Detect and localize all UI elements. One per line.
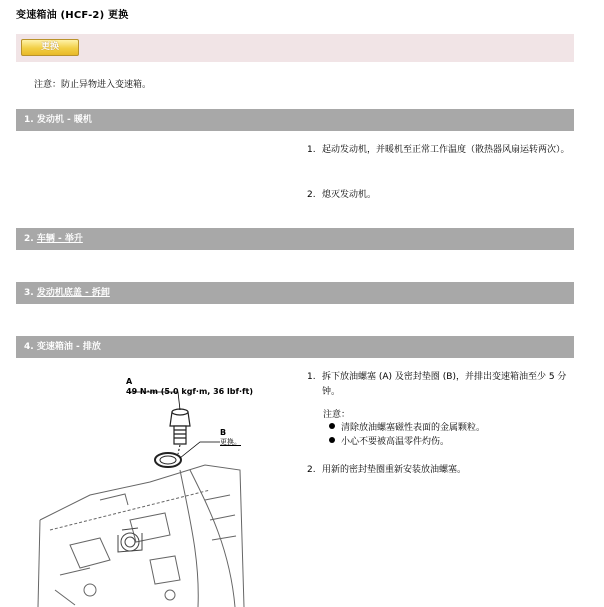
section-label: 发动机 - 暖机 xyxy=(36,115,92,125)
section-number: 4. xyxy=(24,342,34,352)
section-number: 2. xyxy=(24,234,34,244)
section-header-engine-warmup xyxy=(16,109,574,131)
section-number: 1. xyxy=(24,115,34,125)
drain-plug-diagram xyxy=(30,370,260,607)
step-stop-engine xyxy=(307,188,575,203)
section-header-engine-undercover[interactable] xyxy=(16,282,574,304)
step-text: 用新的密封垫圈重新安装放油螺塞。 xyxy=(322,465,467,475)
step-reinstall-drain-plug xyxy=(307,463,575,478)
bullet-text: 小心不要被高温零件灼伤。 xyxy=(341,437,450,447)
section-label: 变速箱油 - 排放 xyxy=(36,342,101,352)
step-number: 1. xyxy=(307,145,316,155)
step-start-engine xyxy=(307,143,575,158)
section-header-vehicle-lift[interactable] xyxy=(16,228,574,250)
section-link[interactable]: 车辆 - 举升 xyxy=(36,234,83,244)
replace-header-bar xyxy=(16,34,574,62)
step-number: 2. xyxy=(307,190,316,200)
step-number: 2. xyxy=(307,465,316,475)
figure-label-b: B xyxy=(220,428,227,437)
bullet-item xyxy=(329,421,485,436)
sub-note-label: 注意： xyxy=(323,410,351,420)
step-remove-drain-plug xyxy=(307,370,575,400)
section-number: 3. xyxy=(24,288,34,298)
replace-button[interactable]: 更换 xyxy=(21,39,79,56)
step-text: 起动发动机，并暖机至正常工作温度（散热器风扇运转两次）。 xyxy=(322,145,570,155)
section-header-drain-fluid xyxy=(16,336,574,358)
bullet-item xyxy=(329,435,449,450)
figure-label-b-note: 更换。 xyxy=(220,438,241,446)
page-title: 变速箱油 (HCF-2) 更换 xyxy=(16,10,129,21)
step-number: 1. xyxy=(307,372,316,382)
section-link[interactable]: 发动机底盖 - 拆卸 xyxy=(36,288,110,298)
step-text: 熄灭发动机。 xyxy=(322,190,377,200)
caution-note: 注意：防止异物进入变速箱。 xyxy=(34,80,152,90)
bullet-icon xyxy=(329,423,335,429)
drain-plug-illustration xyxy=(30,370,260,607)
figure-torque-spec: 49 N·m (5.0 kgf·m, 36 lbf·ft) xyxy=(126,387,253,396)
figure-label-a: A xyxy=(126,377,133,386)
bullet-icon xyxy=(329,437,335,443)
bullet-text: 清除放油螺塞磁性表面的金属颗粒。 xyxy=(341,423,486,433)
step-text: 拆下放油螺塞 (A) 及密封垫圈 (B)，并排出变速箱油至少 5 分钟。 xyxy=(322,372,567,397)
